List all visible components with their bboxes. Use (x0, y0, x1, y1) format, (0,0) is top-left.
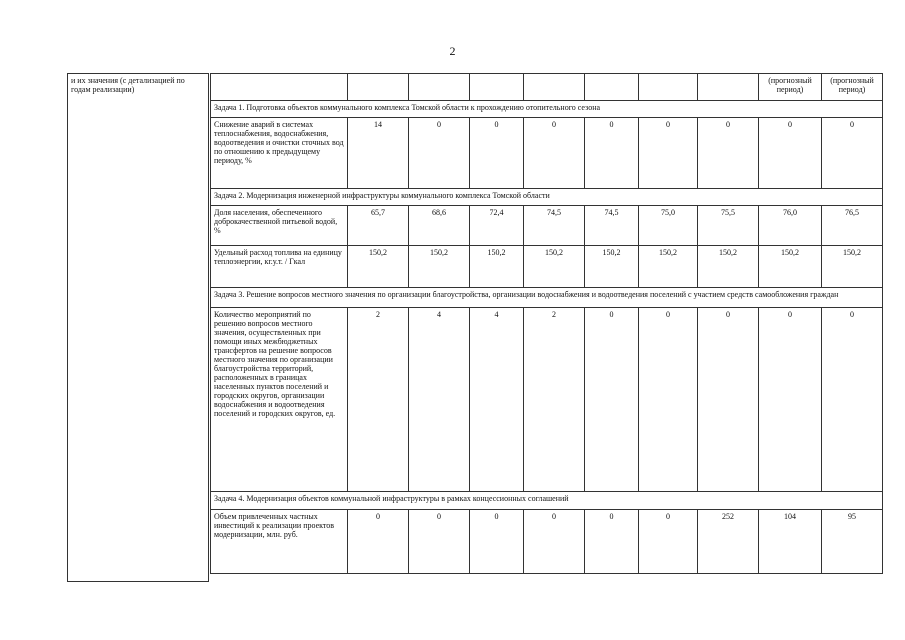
indicator-row (211, 510, 883, 574)
indicator-value: 2 (524, 308, 585, 492)
indicator-value: 0 (524, 510, 585, 574)
indicator-value: 150,2 (348, 246, 409, 288)
indicator-value: 0 (470, 510, 524, 574)
indicator-value: 68,6 (409, 206, 470, 246)
indicator-value: 76,0 (759, 206, 822, 246)
indicator-row (211, 246, 883, 288)
page-number: 2 (449, 44, 456, 58)
header-forecast-1: (прогнозный период) (759, 74, 822, 101)
indicator-value: 0 (639, 510, 698, 574)
indicator-value: 0 (822, 118, 883, 189)
indicator-name: Удельный расход топлива на единицу теплоэнергии, кг.у.т. / Гкал (211, 246, 348, 288)
indicator-name: Доля населения, обеспеченного доброкачественной питьевой водой, % (211, 206, 348, 246)
indicator-value: 0 (348, 510, 409, 574)
indicator-value: 65,7 (348, 206, 409, 246)
task-title: Задача 1. Подготовка объектов коммунального комплекса Томской области к прохождению отопительного сезона (211, 101, 883, 118)
indicator-name: Снижение аварий в системах теплоснабжения, водоснабжения, водоотведения и очистки сточных вод по отношению к предыдущему периоду, % (211, 118, 348, 189)
indicator-value: 0 (698, 308, 759, 492)
header-row (211, 74, 883, 101)
indicators-table (210, 73, 883, 574)
indicator-value: 150,2 (822, 246, 883, 288)
task-row (211, 101, 883, 118)
task-title: Задача 4. Модернизация объектов коммунальной инфраструктуры в рамках концессионных соглашений (211, 492, 883, 510)
indicator-value: 150,2 (639, 246, 698, 288)
left-column-cell (67, 73, 209, 582)
indicator-row (211, 118, 883, 189)
indicator-value: 0 (639, 308, 698, 492)
indicator-value: 0 (409, 118, 470, 189)
indicator-value: 0 (585, 118, 639, 189)
task-row (211, 492, 883, 510)
header-cell (639, 74, 698, 101)
header-cell (211, 74, 348, 101)
indicator-name: Объем привлеченных частных инвестиций к реализации проектов модернизации, млн. руб. (211, 510, 348, 574)
indicator-value: 4 (409, 308, 470, 492)
indicator-value: 4 (470, 308, 524, 492)
indicator-value: 0 (759, 118, 822, 189)
header-forecast-2: (прогнозный период) (822, 74, 883, 101)
task-row (211, 189, 883, 206)
indicator-value: 2 (348, 308, 409, 492)
indicator-value: 0 (759, 308, 822, 492)
indicator-value: 150,2 (470, 246, 524, 288)
indicator-value: 150,2 (524, 246, 585, 288)
indicator-value: 95 (822, 510, 883, 574)
task-title: Задача 2. Модернизация инженерной инфраструктуры коммунального комплекса Томской области (211, 189, 883, 206)
indicator-value: 75,0 (639, 206, 698, 246)
indicator-value: 150,2 (759, 246, 822, 288)
indicator-value: 76,5 (822, 206, 883, 246)
indicator-value: 74,5 (585, 206, 639, 246)
indicator-value: 0 (409, 510, 470, 574)
indicator-value: 0 (698, 118, 759, 189)
header-cell (585, 74, 639, 101)
header-cell (348, 74, 409, 101)
indicator-value: 150,2 (409, 246, 470, 288)
header-cell (470, 74, 524, 101)
indicator-name: Количество мероприятий по решению вопросов местного значения, осуществленных при помощи иных межбюджетных трансфертов на решение вопросов местного значения по организации благоустройства территорий, расположенных в границах населенных пунктов поселений и городских округов, организации водоснабжения и водоотведения поселений и городских округов, ед. (211, 308, 348, 492)
indicator-value: 0 (639, 118, 698, 189)
indicator-value: 0 (585, 308, 639, 492)
indicator-value: 72,4 (470, 206, 524, 246)
indicator-value: 150,2 (698, 246, 759, 288)
indicator-value: 0 (470, 118, 524, 189)
left-column-text: и их значения (с детализацией по годам реализации) (71, 76, 185, 94)
indicator-row (211, 206, 883, 246)
task-title: Задача 3. Решение вопросов местного значения по организации благоустройства, организации водоснабжения и водоотведения поселений с участием средств самообложения граждан (211, 288, 883, 308)
indicator-value: 0 (585, 510, 639, 574)
indicator-value: 0 (822, 308, 883, 492)
header-cell (409, 74, 470, 101)
indicator-row (211, 308, 883, 492)
header-cell (524, 74, 585, 101)
indicator-value: 14 (348, 118, 409, 189)
header-cell (698, 74, 759, 101)
task-row (211, 288, 883, 308)
indicator-value: 252 (698, 510, 759, 574)
indicator-value: 0 (524, 118, 585, 189)
indicator-value: 104 (759, 510, 822, 574)
indicator-value: 75,5 (698, 206, 759, 246)
indicator-value: 74,5 (524, 206, 585, 246)
indicator-value: 150,2 (585, 246, 639, 288)
